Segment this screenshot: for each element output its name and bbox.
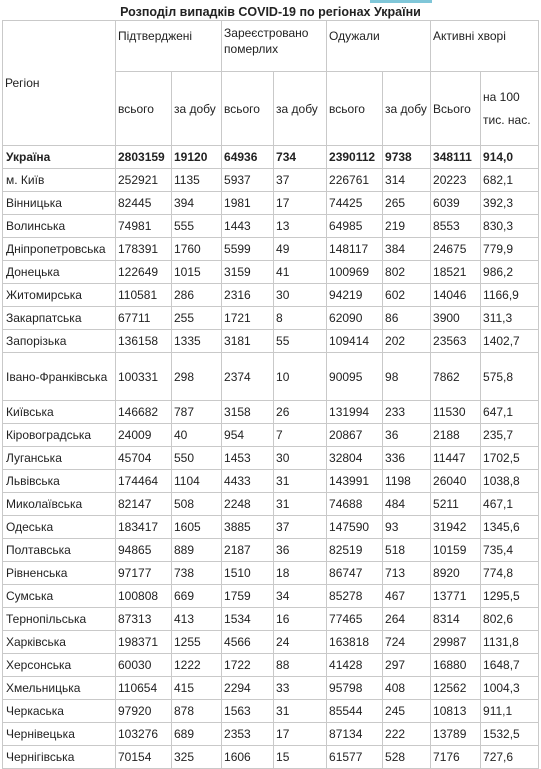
active-per-100k-cell: 911,1 xyxy=(481,700,539,723)
table-row xyxy=(3,493,539,516)
active-total-cell: 31942 xyxy=(431,516,481,539)
confirmed-day-cell: 550 xyxy=(172,447,222,470)
deaths-day-cell: 34 xyxy=(274,585,327,608)
confirmed-total-cell: 82147 xyxy=(116,493,172,516)
recovered-total-cell: 85544 xyxy=(327,700,383,723)
recovered-day-cell: 98 xyxy=(383,353,431,401)
recovered-day-cell: 1198 xyxy=(383,470,431,493)
region-cell: Черкаська xyxy=(3,700,116,723)
active-total-cell: 6039 xyxy=(431,192,481,215)
deaths-day-cell: 8 xyxy=(274,307,327,330)
recovered-day-cell: 713 xyxy=(383,562,431,585)
confirmed-day-cell: 689 xyxy=(172,723,222,746)
region-cell: Запорізька xyxy=(3,330,116,353)
confirmed-day-cell: 40 xyxy=(172,424,222,447)
active-total-cell: 29987 xyxy=(431,631,481,654)
recovered-day-cell: 602 xyxy=(383,284,431,307)
deaths-total-cell: 1453 xyxy=(222,447,274,470)
deaths-total-cell: 1759 xyxy=(222,585,274,608)
active-per-100k-cell: 647,1 xyxy=(481,401,539,424)
recovered-day-cell: 202 xyxy=(383,330,431,353)
recovered-day-cell: 36 xyxy=(383,424,431,447)
deaths-day-cell: 17 xyxy=(274,192,327,215)
recovered-day-cell: 336 xyxy=(383,447,431,470)
recovered-day-cell: 233 xyxy=(383,401,431,424)
deaths-total-cell: 3885 xyxy=(222,516,274,539)
deaths-total-cell: 2248 xyxy=(222,493,274,516)
recovered-total-cell: 100969 xyxy=(327,261,383,284)
deaths-day-cell: 41 xyxy=(274,261,327,284)
deaths-day-cell: 88 xyxy=(274,654,327,677)
top-accent-line xyxy=(370,0,432,3)
recovered-total-cell: 109414 xyxy=(327,330,383,353)
confirmed-total-cell: 100331 xyxy=(116,353,172,401)
deaths-total-cell: 1722 xyxy=(222,654,274,677)
region-cell: Житомирська xyxy=(3,284,116,307)
active-total-cell: 10159 xyxy=(431,539,481,562)
deaths-total-cell: 4433 xyxy=(222,470,274,493)
recovered-total-cell: 163818 xyxy=(327,631,383,654)
active-per-100k-cell: 802,6 xyxy=(481,608,539,631)
recovered-day-cell: 265 xyxy=(383,192,431,215)
recovered-total-cell: 74688 xyxy=(327,493,383,516)
active-total-header: Всього xyxy=(431,72,481,146)
deaths-day-header: за добу xyxy=(274,72,327,146)
active-total-cell: 5211 xyxy=(431,493,481,516)
table-row xyxy=(3,447,539,470)
deaths-total-cell: 3158 xyxy=(222,401,274,424)
recovered-header: Одужали xyxy=(327,21,431,72)
deaths-total-cell: 1563 xyxy=(222,700,274,723)
table-title: Розподіл випадків COVID-19 по регіонах України xyxy=(120,5,421,19)
region-cell: Харківська xyxy=(3,631,116,654)
deaths-day-cell: 24 xyxy=(274,631,327,654)
region-cell: м. Київ xyxy=(3,169,116,192)
recovered-day-cell: 264 xyxy=(383,608,431,631)
table-row xyxy=(3,169,539,192)
confirmed-day-cell: 1104 xyxy=(172,470,222,493)
deaths-total-cell: 2294 xyxy=(222,677,274,700)
region-cell: Одеська xyxy=(3,516,116,539)
deaths-day-cell: 31 xyxy=(274,493,327,516)
deaths-day-cell: 33 xyxy=(274,677,327,700)
recovered-total-cell: 77465 xyxy=(327,608,383,631)
table-row xyxy=(3,516,539,539)
active-total-cell: 18521 xyxy=(431,261,481,284)
confirmed-day-cell: 286 xyxy=(172,284,222,307)
table-row xyxy=(3,631,539,654)
recovered-day-cell: 408 xyxy=(383,677,431,700)
recovered-total-cell: 85278 xyxy=(327,585,383,608)
confirmed-total-cell: 87313 xyxy=(116,608,172,631)
active-per-100k-cell: 914,0 xyxy=(481,146,539,169)
confirmed-total-cell: 82445 xyxy=(116,192,172,215)
recovered-total-cell: 64985 xyxy=(327,215,383,238)
active-total-cell: 11530 xyxy=(431,401,481,424)
recovered-day-cell: 245 xyxy=(383,700,431,723)
region-cell: Сумська xyxy=(3,585,116,608)
active-per-100k-cell: 311,3 xyxy=(481,307,539,330)
confirmed-total-cell: 97920 xyxy=(116,700,172,723)
active-per-100k-cell: 1702,5 xyxy=(481,447,539,470)
recovered-total-cell: 32804 xyxy=(327,447,383,470)
region-cell: Рівненська xyxy=(3,562,116,585)
deaths-total-cell: 1721 xyxy=(222,307,274,330)
deaths-total-header: всього xyxy=(222,72,274,146)
confirmed-day-cell: 1135 xyxy=(172,169,222,192)
deaths-day-cell: 13 xyxy=(274,215,327,238)
recovered-total-cell: 95798 xyxy=(327,677,383,700)
confirmed-day-cell: 555 xyxy=(172,215,222,238)
active-total-cell: 8920 xyxy=(431,562,481,585)
active-total-cell: 8553 xyxy=(431,215,481,238)
active-per-100k-cell: 1295,5 xyxy=(481,585,539,608)
table-row xyxy=(3,261,539,284)
recovered-total-cell: 62090 xyxy=(327,307,383,330)
confirmed-total-cell: 110581 xyxy=(116,284,172,307)
table-row xyxy=(3,330,539,353)
active-total-cell: 23563 xyxy=(431,330,481,353)
active-per-100k-cell: 392,3 xyxy=(481,192,539,215)
recovered-total-cell: 87134 xyxy=(327,723,383,746)
table-row xyxy=(3,307,539,330)
recovered-day-cell: 314 xyxy=(383,169,431,192)
active-per-100k-cell: 986,2 xyxy=(481,261,539,284)
deaths-day-cell: 31 xyxy=(274,700,327,723)
deaths-total-cell: 2353 xyxy=(222,723,274,746)
deaths-total-cell: 2316 xyxy=(222,284,274,307)
confirmed-day-cell: 889 xyxy=(172,539,222,562)
active-total-cell: 16880 xyxy=(431,654,481,677)
active-per-100k-cell: 779,9 xyxy=(481,238,539,261)
table-row xyxy=(3,401,539,424)
deaths-day-cell: 7 xyxy=(274,424,327,447)
table-row xyxy=(3,723,539,746)
table-row xyxy=(3,654,539,677)
covid-regions-table xyxy=(2,20,539,769)
active-total-cell: 10813 xyxy=(431,700,481,723)
confirmed-total-cell: 110654 xyxy=(116,677,172,700)
deaths-day-cell: 37 xyxy=(274,516,327,539)
active-per-100k-cell: 235,7 xyxy=(481,424,539,447)
confirmed-day-cell: 394 xyxy=(172,192,222,215)
recovered-total-cell: 86747 xyxy=(327,562,383,585)
top-bar xyxy=(0,0,541,3)
region-cell: Тернопільська xyxy=(3,608,116,631)
deaths-day-cell: 15 xyxy=(274,746,327,769)
active-header: Активні хворі xyxy=(431,21,539,72)
deaths-total-cell: 2187 xyxy=(222,539,274,562)
region-cell: Волинська xyxy=(3,215,116,238)
recovered-day-cell: 802 xyxy=(383,261,431,284)
table-row xyxy=(3,539,539,562)
confirmed-total-cell: 252921 xyxy=(116,169,172,192)
recovered-day-cell: 93 xyxy=(383,516,431,539)
region-cell: Україна xyxy=(3,146,116,169)
confirmed-total-cell: 60030 xyxy=(116,654,172,677)
deaths-day-cell: 18 xyxy=(274,562,327,585)
recovered-total-cell: 148117 xyxy=(327,238,383,261)
confirmed-day-cell: 325 xyxy=(172,746,222,769)
deaths-total-cell: 1981 xyxy=(222,192,274,215)
deaths-total-cell: 5599 xyxy=(222,238,274,261)
active-per-100k-cell: 1402,7 xyxy=(481,330,539,353)
deaths-day-cell: 734 xyxy=(274,146,327,169)
table-row xyxy=(3,700,539,723)
confirmed-day-cell: 508 xyxy=(172,493,222,516)
active-per-100k-cell: 1004,3 xyxy=(481,677,539,700)
region-cell: Вінницька xyxy=(3,192,116,215)
active-total-cell: 11447 xyxy=(431,447,481,470)
recovered-day-header: за добу xyxy=(383,72,431,146)
confirmed-day-cell: 1605 xyxy=(172,516,222,539)
deaths-total-cell: 4566 xyxy=(222,631,274,654)
header-row-1 xyxy=(3,21,539,72)
deaths-day-cell: 37 xyxy=(274,169,327,192)
table-row xyxy=(3,215,539,238)
active-total-cell: 14046 xyxy=(431,284,481,307)
confirmed-day-cell: 415 xyxy=(172,677,222,700)
region-cell: Чернігівська xyxy=(3,746,116,769)
deaths-total-cell: 1510 xyxy=(222,562,274,585)
confirmed-day-cell: 787 xyxy=(172,401,222,424)
recovered-day-cell: 518 xyxy=(383,539,431,562)
confirmed-day-cell: 1760 xyxy=(172,238,222,261)
region-cell: Дніпропетровська xyxy=(3,238,116,261)
table-row xyxy=(3,238,539,261)
region-cell: Київська xyxy=(3,401,116,424)
active-total-cell: 26040 xyxy=(431,470,481,493)
active-total-cell: 2188 xyxy=(431,424,481,447)
confirmed-total-cell: 178391 xyxy=(116,238,172,261)
confirmed-day-cell: 878 xyxy=(172,700,222,723)
recovered-total-header: всього xyxy=(327,72,383,146)
recovered-total-cell: 74425 xyxy=(327,192,383,215)
table-row xyxy=(3,562,539,585)
confirmed-total-cell: 122649 xyxy=(116,261,172,284)
confirmed-day-cell: 1255 xyxy=(172,631,222,654)
confirmed-total-cell: 94865 xyxy=(116,539,172,562)
confirmed-total-cell: 146682 xyxy=(116,401,172,424)
table-row xyxy=(3,284,539,307)
deaths-day-cell: 30 xyxy=(274,284,327,307)
table-row xyxy=(3,585,539,608)
recovered-day-cell: 528 xyxy=(383,746,431,769)
confirmed-day-header: за добу xyxy=(172,72,222,146)
deaths-total-cell: 3159 xyxy=(222,261,274,284)
confirmed-total-cell: 100808 xyxy=(116,585,172,608)
table-row xyxy=(3,424,539,447)
deaths-total-cell: 1606 xyxy=(222,746,274,769)
table-row xyxy=(3,470,539,493)
confirmed-day-cell: 19120 xyxy=(172,146,222,169)
region-cell: Донецька xyxy=(3,261,116,284)
recovered-total-cell: 147590 xyxy=(327,516,383,539)
recovered-day-cell: 724 xyxy=(383,631,431,654)
recovered-total-cell: 94219 xyxy=(327,284,383,307)
deaths-day-cell: 49 xyxy=(274,238,327,261)
region-cell: Львівська xyxy=(3,470,116,493)
deaths-total-cell: 3181 xyxy=(222,330,274,353)
active-per-100k-cell: 1131,8 xyxy=(481,631,539,654)
active-per-100k-cell: 682,1 xyxy=(481,169,539,192)
recovered-day-cell: 222 xyxy=(383,723,431,746)
confirmed-total-cell: 45704 xyxy=(116,447,172,470)
confirmed-day-cell: 738 xyxy=(172,562,222,585)
table-row xyxy=(3,353,539,401)
deaths-header: Зареєстровано померлих xyxy=(222,21,327,72)
confirmed-total-cell: 24009 xyxy=(116,424,172,447)
active-total-cell: 8314 xyxy=(431,608,481,631)
confirmed-total-cell: 74981 xyxy=(116,215,172,238)
recovered-total-cell: 131994 xyxy=(327,401,383,424)
region-cell: Кіровоградська xyxy=(3,424,116,447)
active-per-100k-header: на 100 тис. нас. xyxy=(481,72,539,146)
confirmed-total-cell: 67711 xyxy=(116,307,172,330)
table-row xyxy=(3,746,539,769)
region-cell: Закарпатська xyxy=(3,307,116,330)
confirmed-header: Підтверджені xyxy=(116,21,222,72)
recovered-total-cell: 90095 xyxy=(327,353,383,401)
recovered-day-cell: 9738 xyxy=(383,146,431,169)
confirmed-day-cell: 1335 xyxy=(172,330,222,353)
active-total-cell: 348111 xyxy=(431,146,481,169)
deaths-day-cell: 31 xyxy=(274,470,327,493)
active-per-100k-cell: 1345,6 xyxy=(481,516,539,539)
recovered-day-cell: 297 xyxy=(383,654,431,677)
confirmed-total-cell: 198371 xyxy=(116,631,172,654)
confirmed-total-header: всього xyxy=(116,72,172,146)
region-cell: Херсонська xyxy=(3,654,116,677)
confirmed-day-cell: 1015 xyxy=(172,261,222,284)
confirmed-day-cell: 255 xyxy=(172,307,222,330)
recovered-total-cell: 20867 xyxy=(327,424,383,447)
confirmed-total-cell: 97177 xyxy=(116,562,172,585)
deaths-day-cell: 26 xyxy=(274,401,327,424)
active-per-100k-cell: 1648,7 xyxy=(481,654,539,677)
deaths-day-cell: 30 xyxy=(274,447,327,470)
deaths-day-cell: 55 xyxy=(274,330,327,353)
deaths-total-cell: 5937 xyxy=(222,169,274,192)
confirmed-total-cell: 183417 xyxy=(116,516,172,539)
total-row xyxy=(3,146,539,169)
region-cell: Хмельницька xyxy=(3,677,116,700)
deaths-day-cell: 36 xyxy=(274,539,327,562)
region-cell: Луганська xyxy=(3,447,116,470)
region-cell: Івано-Франківська xyxy=(3,353,116,401)
active-per-100k-cell: 467,1 xyxy=(481,493,539,516)
deaths-total-cell: 2374 xyxy=(222,353,274,401)
deaths-total-cell: 1534 xyxy=(222,608,274,631)
recovered-day-cell: 219 xyxy=(383,215,431,238)
active-total-cell: 13771 xyxy=(431,585,481,608)
confirmed-day-cell: 413 xyxy=(172,608,222,631)
deaths-day-cell: 16 xyxy=(274,608,327,631)
active-per-100k-cell: 575,8 xyxy=(481,353,539,401)
confirmed-total-cell: 174464 xyxy=(116,470,172,493)
confirmed-total-cell: 103276 xyxy=(116,723,172,746)
confirmed-total-cell: 70154 xyxy=(116,746,172,769)
deaths-total-cell: 1443 xyxy=(222,215,274,238)
deaths-day-cell: 17 xyxy=(274,723,327,746)
active-total-cell: 20223 xyxy=(431,169,481,192)
active-per-100k-cell: 830,3 xyxy=(481,215,539,238)
region-cell: Чернівецька xyxy=(3,723,116,746)
confirmed-day-cell: 1222 xyxy=(172,654,222,677)
active-per-100k-cell: 1166,9 xyxy=(481,284,539,307)
recovered-total-cell: 82519 xyxy=(327,539,383,562)
region-cell: Миколаївська xyxy=(3,493,116,516)
active-total-cell: 3900 xyxy=(431,307,481,330)
active-total-cell: 24675 xyxy=(431,238,481,261)
table-row xyxy=(3,608,539,631)
active-per-100k-cell: 735,4 xyxy=(481,539,539,562)
deaths-total-cell: 64936 xyxy=(222,146,274,169)
recovered-total-cell: 2390112 xyxy=(327,146,383,169)
recovered-total-cell: 61577 xyxy=(327,746,383,769)
recovered-day-cell: 86 xyxy=(383,307,431,330)
recovered-day-cell: 467 xyxy=(383,585,431,608)
table-row xyxy=(3,192,539,215)
deaths-day-cell: 10 xyxy=(274,353,327,401)
active-total-cell: 13789 xyxy=(431,723,481,746)
active-per-100k-cell: 727,6 xyxy=(481,746,539,769)
recovered-total-cell: 143991 xyxy=(327,470,383,493)
region-header: Регіон xyxy=(3,21,116,146)
confirmed-day-cell: 298 xyxy=(172,353,222,401)
recovered-total-cell: 226761 xyxy=(327,169,383,192)
region-cell: Полтавська xyxy=(3,539,116,562)
deaths-total-cell: 954 xyxy=(222,424,274,447)
table-row xyxy=(3,677,539,700)
confirmed-day-cell: 669 xyxy=(172,585,222,608)
active-per-100k-cell: 1038,8 xyxy=(481,470,539,493)
confirmed-total-cell: 2803159 xyxy=(116,146,172,169)
active-total-cell: 7862 xyxy=(431,353,481,401)
recovered-day-cell: 384 xyxy=(383,238,431,261)
recovered-day-cell: 484 xyxy=(383,493,431,516)
active-total-cell: 12562 xyxy=(431,677,481,700)
confirmed-total-cell: 136158 xyxy=(116,330,172,353)
recovered-total-cell: 41428 xyxy=(327,654,383,677)
active-per-100k-cell: 774,8 xyxy=(481,562,539,585)
active-per-100k-cell: 1532,5 xyxy=(481,723,539,746)
active-total-cell: 7176 xyxy=(431,746,481,769)
